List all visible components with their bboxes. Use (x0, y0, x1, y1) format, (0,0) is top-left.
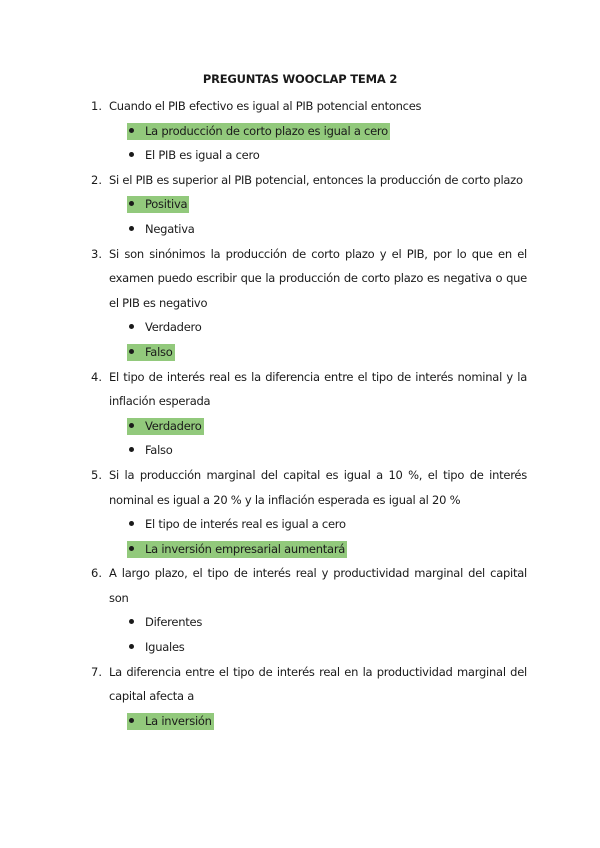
option-list (0, 315, 600, 364)
option-list (0, 610, 600, 659)
option-correct-highlight (127, 541, 347, 558)
option-item (127, 414, 600, 439)
bullet-icon (129, 447, 134, 452)
question-list (0, 94, 600, 733)
option-item (127, 143, 600, 168)
option-correct-highlight (127, 713, 214, 730)
option-correct-highlight (127, 123, 390, 140)
bullet-icon (129, 324, 134, 329)
option-item (127, 512, 600, 537)
option-item (127, 635, 600, 660)
bullet-icon (129, 349, 134, 354)
bullet-icon (129, 152, 134, 157)
bullet-icon (129, 423, 134, 428)
question-number: 5. (91, 467, 102, 482)
option-item (127, 537, 600, 562)
question-text: Si la producción marginal del capital es igual a 10 %, el tipo de interés nominal es igual a 20 % y la inflación esperada es igual al 20 % (109, 467, 527, 507)
option-list (0, 512, 600, 561)
option-list (0, 192, 600, 241)
option-label: El PIB es igual a cero (145, 148, 260, 163)
option-label: La inversión (145, 713, 212, 728)
option-list (0, 414, 600, 463)
option-correct-highlight (127, 344, 175, 361)
option-item (127, 340, 600, 365)
option-label: Positiva (145, 197, 188, 212)
question-number: 2. (91, 172, 102, 187)
option-label: Verdadero (145, 418, 202, 433)
question-text: Si el PIB es superior al PIB potencial, entonces la producción de corto plazo (109, 172, 523, 187)
option-item (127, 709, 600, 734)
bullet-icon (129, 521, 134, 526)
option-correct-highlight (127, 418, 204, 435)
question-number: 4. (91, 369, 102, 384)
option-item (127, 438, 600, 463)
option-item (127, 217, 600, 242)
question-text: A largo plazo, el tipo de interés real y productividad marginal del capital son (109, 566, 527, 605)
option-list (0, 119, 600, 168)
bullet-icon (129, 128, 134, 133)
bullet-icon (129, 226, 134, 231)
option-label: Negativa (145, 221, 195, 236)
option-correct-highlight (127, 196, 189, 213)
question-6 (0, 561, 600, 659)
question-text: El tipo de interés real es la diferencia entre el tipo de interés nominal y la inflación esperada (109, 369, 527, 409)
question-1 (0, 94, 600, 168)
option-label: Diferentes (145, 615, 203, 630)
option-item (127, 610, 600, 635)
question-number: 3. (91, 246, 102, 261)
question-text: La diferencia entre el tipo de interés real en la productividad marginal del capital afecta a (109, 664, 527, 704)
question-7 (0, 660, 600, 734)
bullet-icon (129, 546, 134, 551)
option-list (0, 709, 600, 734)
question-4 (0, 365, 600, 463)
option-label: El tipo de interés real es igual a cero (145, 517, 346, 532)
question-number: 1. (91, 99, 102, 113)
option-label: Verdadero (145, 320, 202, 335)
option-label: La inversión empresarial aumentará (145, 541, 346, 556)
question-3 (0, 242, 600, 365)
option-item (127, 119, 600, 144)
question-5 (0, 463, 600, 561)
option-item (127, 315, 600, 340)
question-text: Cuando el PIB efectivo es igual al PIB potencial entonces (109, 99, 422, 113)
bullet-icon (129, 718, 134, 723)
option-label: Iguales (145, 640, 185, 655)
document-title: PREGUNTAS WOOCLAP TEMA 2 (202, 72, 398, 86)
bullet-icon (129, 619, 134, 624)
question-number: 6. (91, 566, 102, 581)
question-text: Si son sinónimos la producción de corto plazo y el PIB, por lo que en el examen puedo escribir que la producción de corto plazo es negativa o que el PIB es negativo (109, 246, 527, 310)
question-number: 7. (91, 664, 102, 679)
option-label: Falso (145, 443, 173, 458)
bullet-icon (129, 644, 134, 649)
question-2 (0, 168, 600, 242)
option-item (127, 192, 600, 217)
option-label: La producción de corto plazo es igual a cero (145, 123, 388, 138)
bullet-icon (129, 201, 134, 206)
option-label: Falso (145, 344, 173, 359)
